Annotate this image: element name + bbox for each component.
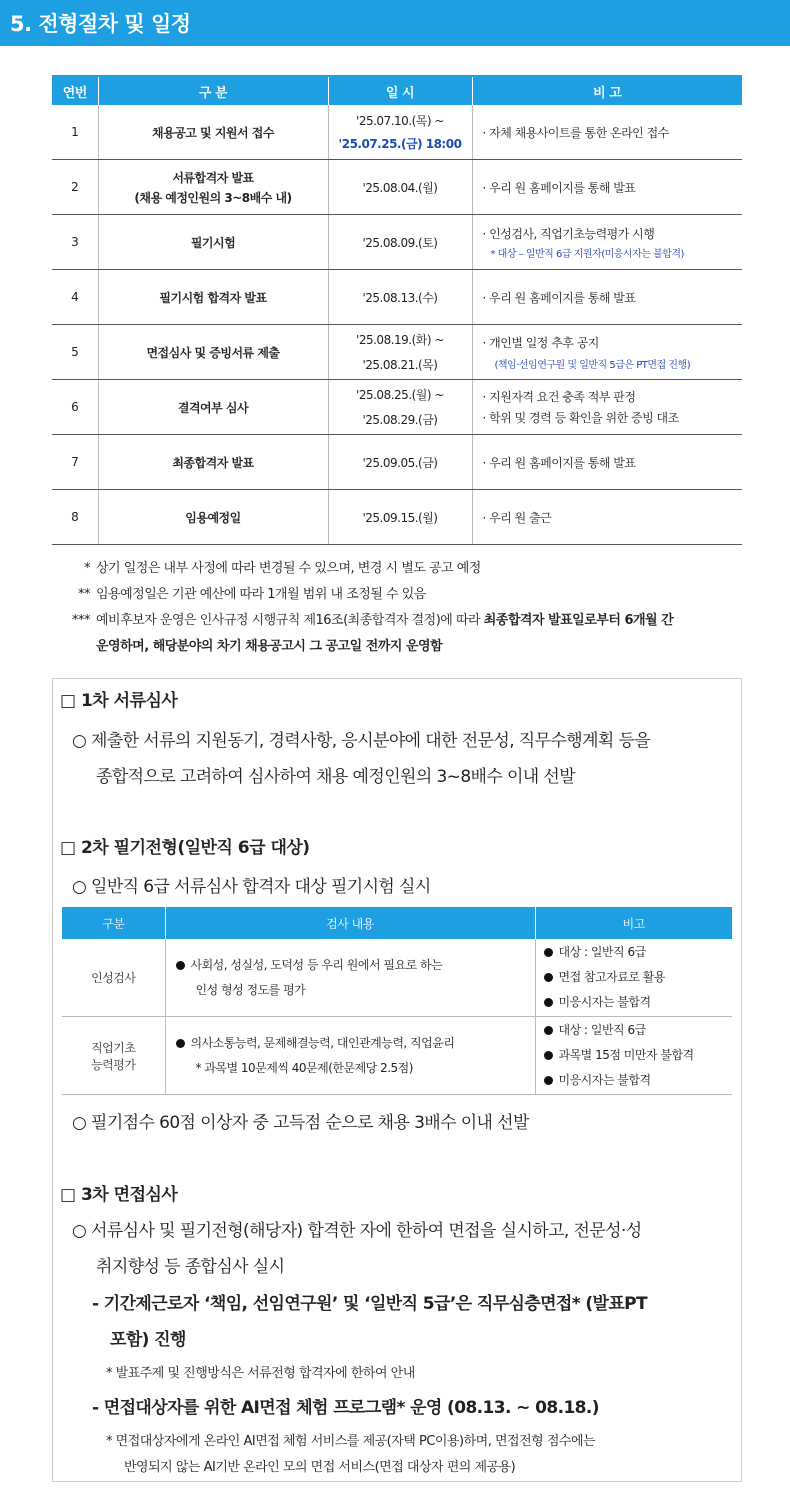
- note-3-cont: 운영하며, 해당분야의 차기 채용공고시 그 공고일 전까지 운영함: [96, 639, 443, 654]
- row-note: · 우리 원 홈페이지를 통해 발표: [472, 160, 742, 215]
- row-item: 결격여부 심사: [98, 380, 328, 435]
- table-row: [62, 1017, 732, 1095]
- table-row: [52, 490, 742, 545]
- table-row: [62, 939, 732, 1017]
- row-no: 6: [52, 380, 98, 435]
- stage3-title: □ 3차 면접심사: [60, 1185, 178, 1205]
- row-no: 3: [52, 215, 98, 270]
- stage2-line2: ○ 필기점수 60점 이상자 중 고득점 순으로 채용 3배수 이내 선발: [72, 1113, 529, 1133]
- col-date: 일 시: [328, 76, 472, 105]
- row-date: '25.08.19.(화) ~ '25.08.21.(목): [328, 325, 472, 380]
- col-remarks: 비고: [535, 907, 732, 939]
- section-title: 5. 전형절차 및 일정: [10, 12, 191, 36]
- row-date: '25.08.25.(월) ~ '25.08.29.(금): [328, 380, 472, 435]
- col-item: 구 분: [98, 76, 328, 105]
- exam-content: 의사소통능력, 문제해결능력, 대인관계능력, 직업윤리 * 과목별 10문제씩 40문제(한문제당 2.5점): [165, 1017, 535, 1095]
- row-no: 5: [52, 325, 98, 380]
- row-date: '25.07.10.(목) ~ '25.07.25.(금) 18:00: [328, 105, 472, 160]
- schedule-notes: [60, 556, 673, 660]
- stage2-title: □ 2차 필기전형(일반직 6급 대상): [60, 838, 310, 858]
- row-item: 서류합격자 발표 (채용 예정인원의 3~8배수 내): [98, 160, 328, 215]
- schedule-header-row: [52, 76, 742, 105]
- note-1: * 상기 일정은 내부 사정에 따라 변경될 수 있으며, 변경 시 별도 공고 예정: [84, 561, 481, 576]
- exam-table: [62, 907, 732, 1095]
- row-no: 1: [52, 105, 98, 160]
- exam-category: 인성검사: [62, 939, 165, 1017]
- note-2: ** 임용예정일은 기관 예산에 따라 1개월 범위 내 조정될 수 있음: [78, 587, 426, 602]
- row-note: · 우리 원 홈페이지를 통해 발표: [472, 270, 742, 325]
- table-row: [52, 325, 742, 380]
- exam-content: 사회성, 성실성, 도덕성 등 우리 원에서 필요로 하는 인성 형성 정도를 평가: [165, 939, 535, 1017]
- row-date: '25.09.05.(금): [328, 435, 472, 490]
- row-no: 8: [52, 490, 98, 545]
- row-item: 필기시험: [98, 215, 328, 270]
- row-item: 필기시험 합격자 발표: [98, 270, 328, 325]
- section-header: [0, 0, 790, 46]
- row-note: · 지원자격 요건 충족 적부 판정 · 학위 및 경력 등 확인을 위한 증빙 대조: [472, 380, 742, 435]
- exam-remarks: 대상 : 일반직 6급 면접 참고자료로 활용 미응시자는 불합격: [535, 939, 732, 1017]
- table-row: [52, 215, 742, 270]
- row-item: 최종합격자 발표: [98, 435, 328, 490]
- stage3-dash2: - 면접대상자를 위한 AI면접 체험 프로그램* 운영 (08.13. ~ 08.18.): [92, 1398, 599, 1418]
- stage1-line1: ○ 제출한 서류의 지원동기, 경력사항, 응시분야에 대한 전문성, 직무수행계획 등을: [72, 731, 651, 751]
- row-date: '25.09.15.(월): [328, 490, 472, 545]
- row-item: 임용예정일: [98, 490, 328, 545]
- stage3-star1: * 발표주제 및 진행방식은 서류전형 합격자에 한하여 안내: [106, 1366, 415, 1381]
- stage3-star2: * 면접대상자에게 온라인 AI면접 체험 서비스를 제공(자택 PC이용)하며, 면접전형 점수에는: [106, 1434, 596, 1449]
- col-category: 구분: [62, 907, 165, 939]
- row-no: 2: [52, 160, 98, 215]
- row-item: 채용공고 및 지원서 접수: [98, 105, 328, 160]
- exam-category: 직업기초 능력평가: [62, 1017, 165, 1095]
- stage3-dash1-cont: 포함) 진행: [110, 1330, 186, 1350]
- stage1-title: □ 1차 서류심사: [60, 691, 178, 711]
- stage3-line1: ○ 서류심사 및 필기전형(해당자) 합격한 자에 한하여 면접을 실시하고, 전문성·성: [72, 1221, 642, 1241]
- row-item: 면접심사 및 증빙서류 제출: [98, 325, 328, 380]
- note-3: *** 예비후보자 운영은 인사규정 시행규칙 제16조(최종합격자 결정)에 따라 최종합격자 발표일로부터 6개월 간: [72, 613, 674, 628]
- table-row: [52, 270, 742, 325]
- row-note: · 우리 원 출근: [472, 490, 742, 545]
- stage1-line2: 종합적으로 고려하여 심사하여 채용 예정인원의 3~8배수 이내 선발: [96, 767, 576, 787]
- col-content: 검사 내용: [165, 907, 535, 939]
- row-no: 7: [52, 435, 98, 490]
- schedule-table: [52, 75, 742, 545]
- stage3-line2: 취지향성 등 종합심사 실시: [96, 1257, 285, 1277]
- exam-header-row: [62, 907, 732, 939]
- row-date: '25.08.13.(수): [328, 270, 472, 325]
- stage3-dash1: - 기간제근로자 ‘책임, 선임연구원’ 및 ‘일반직 5급’은 직무심층면접* (발표PT: [92, 1294, 648, 1314]
- row-date: '25.08.04.(월): [328, 160, 472, 215]
- stage2-line1: ○ 일반직 6급 서류심사 합격자 대상 필기시험 실시: [72, 877, 431, 897]
- row-date: '25.08.09.(토): [328, 215, 472, 270]
- col-note: 비 고: [472, 76, 742, 105]
- row-note: · 개인별 일정 추후 공지 (책임·선임연구원 및 일반직 5급은 PT면접 진행): [472, 325, 742, 380]
- table-row: [52, 160, 742, 215]
- exam-remarks: 대상 : 일반직 6급 과목별 15점 미만자 불합격 미응시자는 불합격: [535, 1017, 732, 1095]
- row-note: · 인성검사, 직업기초능력평가 시행 * 대상 – 일반직 6급 지원자(미응시자는 불합격): [472, 215, 742, 270]
- stage3-star2-cont: 반영되지 않는 AI기반 온라인 모의 면접 서비스(면접 대상자 편의 제공용): [124, 1460, 516, 1475]
- table-row: [52, 435, 742, 490]
- row-note: · 우리 원 홈페이지를 통해 발표: [472, 435, 742, 490]
- table-row: [52, 380, 742, 435]
- row-no: 4: [52, 270, 98, 325]
- row-note: · 자체 채용사이트를 통한 온라인 접수: [472, 105, 742, 160]
- table-row: [52, 105, 742, 160]
- col-no: 연번: [52, 76, 98, 105]
